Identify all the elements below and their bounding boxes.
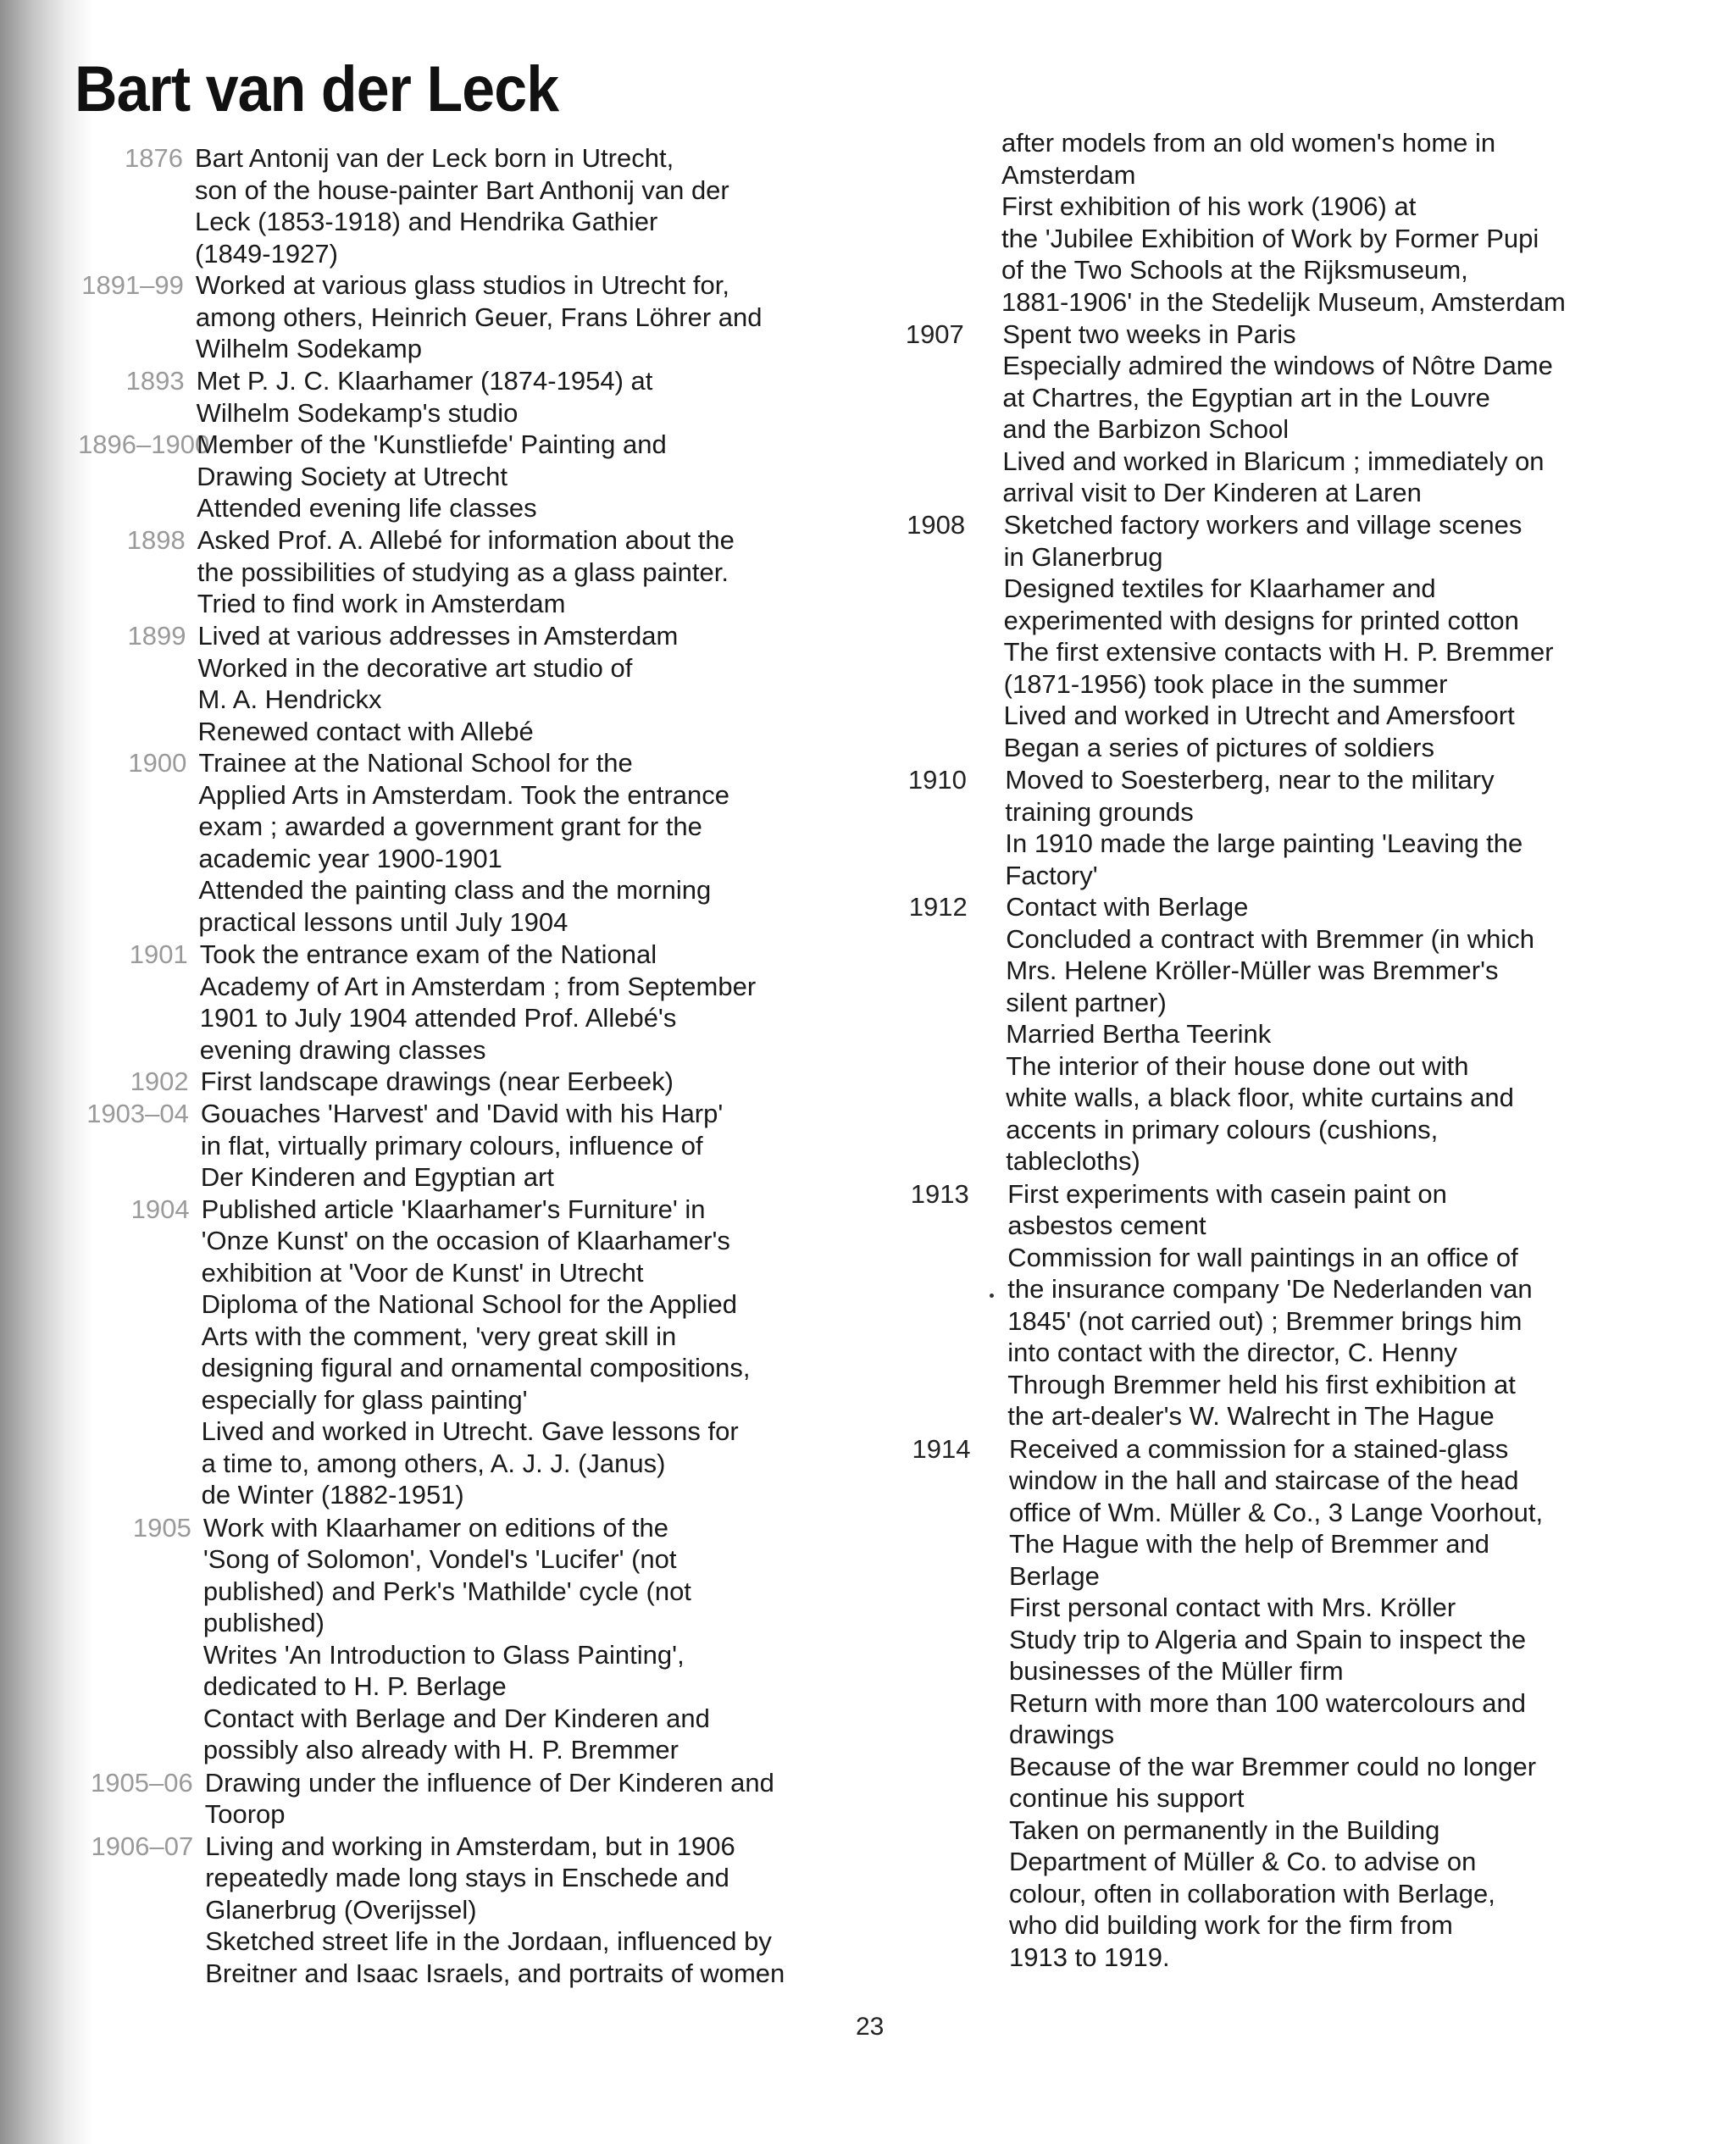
entry-year: 1876: [125, 143, 183, 173]
entry-text: [205, 1767, 774, 1831]
entry-line: Bart Antonij van der Leck born in Utrecht,: [195, 143, 674, 173]
entry-line: arrival visit to Der Kinderen at Laren: [1002, 478, 1422, 508]
entry-line: Trainee at the National School for the: [198, 748, 633, 778]
entry-line: Concluded a contract with Bremmer (in which: [1006, 923, 1534, 954]
entry-line: especially for glass painting': [201, 1384, 528, 1415]
entry-line: Toorop: [204, 1799, 286, 1830]
chronology-entry: [866, 127, 1566, 318]
entry-line: Commission for wall paintings in an office of: [1007, 1242, 1518, 1272]
entry-year: 1896–1900: [78, 429, 210, 460]
entry-year: 1904: [130, 1194, 190, 1224]
entry-line: Diploma of the National School for the Applied: [201, 1289, 738, 1320]
entry-line: de Winter (1882-1951): [201, 1480, 464, 1510]
entry-line: Wilhelm Sodekamp: [195, 334, 422, 364]
entry-line: the insurance company 'De Nederlanden van: [1007, 1274, 1533, 1305]
entry-text: [201, 1098, 723, 1194]
entry-year: 1899: [127, 621, 186, 651]
entry-text: [1007, 1178, 1532, 1432]
chronology-entry: [872, 1178, 1532, 1432]
entry-line: Took the entrance exam of the National: [199, 939, 657, 969]
entry-line: (1849-1927): [195, 238, 338, 269]
chronology-entry: [77, 269, 763, 365]
chronology-entry: [79, 524, 735, 620]
entry-line: 1881-1906' in the Stedelijk Museum, Amsterdam: [1001, 286, 1566, 317]
entry-line: Member of the 'Kunstliefde' Painting and: [197, 429, 667, 460]
entry-line: office of Wm. Müller & Co., 3 Lange Voorhout,: [1009, 1497, 1544, 1527]
entry-line: First exhibition of his work (1906) at: [1001, 191, 1417, 221]
entry-year: 1906–07: [91, 1831, 194, 1861]
chronology-entry: [82, 1066, 674, 1098]
entry-line: white walls, a black floor, white curtains and: [1006, 1083, 1514, 1113]
entry-line: evening drawing classes: [199, 1034, 486, 1065]
entry-line: Sketched factory workers and village scenes: [1003, 510, 1522, 540]
entry-line: Applied Arts in Amsterdam. Took the entrance: [198, 779, 730, 810]
entry-line: drawings: [1009, 1720, 1115, 1750]
entry-line: businesses of the Müller firm: [1009, 1656, 1344, 1687]
entry-line: Lived and worked in Blaricum ; immediately on: [1002, 446, 1545, 476]
entry-year: 1900: [128, 748, 187, 778]
entry-line: Received a commission for a stained-glass: [1009, 1433, 1509, 1464]
entry-line: after models from an old women's home in: [1001, 128, 1496, 158]
entry-line: Attended evening life classes: [197, 493, 537, 524]
entry-line: Asked Prof. A. Allebé for information about the: [197, 525, 735, 556]
entry-line: Worked at various glass studios in Utrecht for,: [195, 270, 729, 301]
entry-year: 1905–06: [91, 1767, 193, 1798]
entry-line: at Chartres, the Egyptian art in the Louvre: [1002, 382, 1490, 413]
entry-line: Spent two weeks in Paris: [1002, 319, 1296, 349]
entry-line: practical lessons until July 1904: [198, 906, 568, 937]
entry-line: 1845' (not carried out) ; Bremmer brings him: [1007, 1305, 1522, 1336]
entry-line: Breitner and Isaac Israels, and portraits of women: [205, 1958, 785, 1988]
entry-text: [197, 365, 653, 429]
entry-line: 1901 to July 1904 attended Prof. Allebé's: [199, 1003, 677, 1033]
entry-text: [1002, 319, 1553, 509]
entry-line: 'Onze Kunst' on the occasion of Klaarhamer's: [201, 1226, 730, 1256]
chronology-entry: [85, 1512, 710, 1766]
entry-line: Tried to find work in Amsterdam: [197, 589, 566, 619]
chronology-entry: [81, 939, 756, 1066]
entry-line: The interior of their house done out with: [1006, 1050, 1469, 1081]
chronology-entry: [868, 509, 1554, 763]
chronology-entry: [869, 764, 1522, 891]
entry-line: Lived and worked in Utrecht. Gave lessons for: [201, 1416, 739, 1447]
entry-line: of the Two Schools at the Rijksmuseum,: [1001, 255, 1468, 285]
entry-line: Drawing under the influence of Der Kinderen and: [204, 1767, 774, 1798]
entry-line: First personal contact with Mrs. Kröller: [1009, 1593, 1456, 1623]
entry-text: [198, 747, 729, 938]
chronology-entry: [867, 319, 1553, 509]
entry-line: 1913 to 1919.: [1009, 1942, 1170, 1972]
entry-year: 1907: [905, 319, 964, 349]
entry-line: Living and working in Amsterdam, but in 1906: [205, 1831, 735, 1861]
entry-text: [1004, 509, 1554, 763]
entry-text: [197, 620, 678, 747]
entry-line: Arts with the comment, 'very great skill in: [201, 1321, 677, 1351]
entry-line: Sketched street life in the Jordaan, influenced by: [205, 1926, 772, 1957]
entry-line: tablecloths): [1006, 1146, 1140, 1177]
entry-line: The Hague with the help of Bremmer and: [1009, 1529, 1489, 1560]
entry-year: 1908: [907, 510, 966, 540]
entry-line: the art-dealer's W. Walrecht in The Hague: [1007, 1401, 1495, 1432]
entry-line: Work with Klaarhamer on editions of the: [202, 1512, 668, 1543]
entry-line: window in the hall and staircase of the head: [1009, 1465, 1519, 1496]
chronology-entry: [80, 747, 729, 938]
entry-line: exam ; awarded a government grant for the: [198, 812, 702, 842]
entry-line: exhibition at 'Voor de Kunst' in Utrecht: [201, 1257, 644, 1288]
entry-line: Department of Müller & Co. to advise on: [1009, 1847, 1477, 1877]
entry-text: [202, 1194, 751, 1511]
entry-text: [205, 1831, 785, 1990]
chronology-entry: [870, 891, 1534, 1177]
entry-line: silent partner): [1006, 987, 1167, 1017]
entry-text: [195, 142, 729, 269]
entry-year: 1901: [129, 939, 188, 969]
entry-year: 1893: [125, 366, 185, 396]
entry-line: Worked in the decorative art studio of: [197, 652, 633, 683]
entry-line: training grounds: [1005, 796, 1194, 827]
entry-text: [1001, 127, 1566, 318]
chronology-entry: [79, 620, 678, 747]
print-speck: [990, 1294, 994, 1298]
chronology-entry: [83, 1194, 751, 1511]
entry-year: 1913: [910, 1178, 969, 1209]
entry-line: Lived at various addresses in Amsterdam: [197, 621, 679, 651]
entry-line: published) and Perk's 'Mathilde' cycle (not: [202, 1576, 691, 1606]
entry-line: asbestos cement: [1007, 1211, 1206, 1241]
entry-line: accents in primary colours (cushions,: [1006, 1114, 1439, 1144]
entry-line: Because of the war Bremmer could no longer: [1009, 1751, 1537, 1781]
entry-line: the possibilities of studying as a glass painter.: [197, 557, 729, 587]
entry-line: who did building work for the firm from: [1009, 1910, 1453, 1941]
entry-line: Attended the painting class and the morning: [198, 875, 712, 906]
entry-line: son of the house-painter Bart Anthonij van der: [195, 175, 729, 205]
entry-line: possibly also already with H. P. Bremmer: [202, 1735, 679, 1765]
entry-line: Taken on permanently in the Building: [1009, 1814, 1440, 1845]
entry-line: Gouaches 'Harvest' and 'David with his Harp': [200, 1099, 724, 1128]
chronology-entry: [86, 1831, 785, 1990]
entry-text: [201, 1066, 674, 1098]
entry-line: Factory': [1005, 860, 1098, 890]
entry-line: academic year 1900-1901: [198, 843, 502, 873]
entry-text: [1006, 891, 1534, 1177]
entry-line: Wilhelm Sodekamp's studio: [196, 397, 519, 428]
entry-text: [200, 939, 756, 1066]
entry-line: 'Song of Solomon', Vondel's 'Lucifer' (not: [202, 1544, 677, 1575]
entry-year: 1903–04: [86, 1099, 189, 1128]
entry-line: designing figural and ornamental compositions,: [201, 1353, 751, 1383]
chronology-entry: [82, 1098, 723, 1194]
page-title: Bart van der Leck: [75, 53, 559, 125]
entry-line: Designed textiles for Klaarhamer and: [1003, 573, 1436, 604]
entry-line: Married Bertha Teerink: [1006, 1019, 1272, 1050]
entry-line: First experiments with casein paint on: [1007, 1178, 1447, 1209]
entry-line: published): [202, 1608, 324, 1638]
entry-year: 1891–99: [81, 270, 184, 301]
entry-year: 1905: [132, 1512, 191, 1543]
entry-line: The first extensive contacts with H. P. Bremmer: [1003, 637, 1554, 668]
entry-line: Contact with Berlage: [1006, 892, 1249, 922]
entry-line: Moved to Soesterberg, near to the military: [1005, 765, 1495, 795]
entry-text: [1009, 1433, 1543, 1974]
entry-line: Study trip to Algeria and Spain to inspect the: [1009, 1624, 1527, 1654]
entry-line: Leck (1853-1918) and Hendrika Gathier: [195, 207, 658, 236]
entry-text: [197, 524, 735, 620]
entry-line: Mrs. Helene Kröller-Müller was Bremmer's: [1006, 956, 1499, 986]
entry-line: Lived and worked in Utrecht and Amersfoort: [1003, 701, 1515, 731]
entry-line: the 'Jubilee Exhibition of Work by Former Pupi: [1001, 223, 1539, 253]
entry-line: into contact with the director, C. Henny: [1007, 1338, 1457, 1368]
entry-line: Amsterdam: [1001, 159, 1136, 190]
entry-line: Der Kinderen and Egyptian art: [200, 1162, 554, 1192]
entry-line: continue his support: [1009, 1783, 1245, 1814]
chronology-entry: [874, 1433, 1543, 1974]
entry-line: in flat, virtually primary colours, influence of: [200, 1130, 703, 1161]
entry-line: In 1910 made the large painting 'Leaving the: [1005, 828, 1523, 858]
page-number: 23: [856, 2013, 885, 2041]
entry-year: 1910: [907, 765, 967, 795]
entry-line: Drawing Society at Utrecht: [197, 461, 508, 491]
entry-line: Especially admired the windows of Nôtre Dame: [1002, 351, 1553, 381]
entry-year: 1914: [912, 1433, 971, 1464]
entry-text: [196, 269, 763, 365]
entry-line: Return with more than 100 watercolours and: [1009, 1687, 1527, 1718]
entry-line: Academy of Art in Amsterdam ; from September: [199, 971, 757, 1001]
entry-line: and the Barbizon School: [1002, 414, 1290, 445]
entry-line: Contact with Berlage and Der Kinderen and: [202, 1703, 710, 1733]
entry-line: Berlage: [1009, 1560, 1100, 1591]
entry-year: [866, 127, 1001, 318]
entry-line: among others, Heinrich Geuer, Frans Löhrer and: [195, 302, 763, 332]
entry-line: Began a series of pictures of soldiers: [1003, 732, 1434, 762]
entry-line: a time to, among others, A. J. J. (Janus): [201, 1448, 666, 1478]
entry-line: Glanerbrug (Overijssel): [205, 1894, 477, 1925]
chronology-entry: [78, 365, 653, 429]
entry-text: [197, 429, 667, 524]
entry-line: (1871-1956) took place in the summer: [1003, 668, 1448, 699]
chronology-entry: [76, 142, 729, 269]
entry-text: [1005, 764, 1522, 891]
entry-line: colour, often in collaboration with Berlage,: [1009, 1878, 1495, 1909]
entry-line: Met P. J. C. Klaarhamer (1874-1954) at: [196, 366, 653, 396]
entry-line: dedicated to H. P. Berlage: [202, 1671, 507, 1702]
entry-year: 1912: [908, 892, 968, 922]
entry-line: repeatedly made long stays in Enschede and: [205, 1863, 729, 1893]
entry-line: Through Bremmer held his first exhibition at: [1007, 1369, 1516, 1399]
entry-line: First landscape drawings (near Eerbeek): [200, 1066, 674, 1097]
entry-line: Writes 'An Introduction to Glass Painting',: [202, 1639, 685, 1670]
entry-line: in Glanerbrug: [1003, 541, 1163, 572]
chronology-entry: [78, 429, 667, 524]
entry-text: [203, 1512, 710, 1766]
entry-year: 1898: [126, 525, 186, 556]
entry-line: Renewed contact with Allebé: [197, 716, 534, 746]
entry-line: Published article 'Klaarhamer's Furniture' in: [201, 1194, 706, 1224]
entry-year: 1902: [130, 1066, 189, 1097]
entry-line: M. A. Hendrickx: [197, 684, 382, 714]
entry-line: experimented with designs for printed cotton: [1003, 605, 1519, 635]
chronology-entry: [86, 1767, 774, 1831]
